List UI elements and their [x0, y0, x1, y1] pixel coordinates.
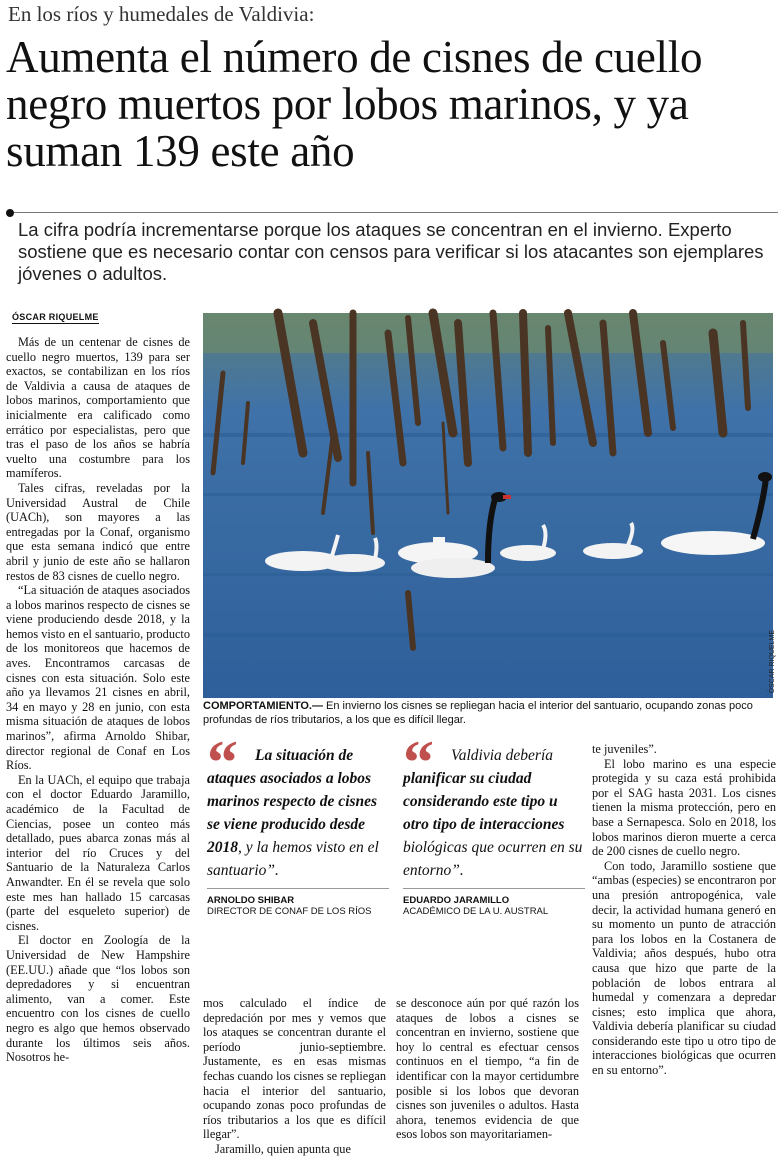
swans-photo: [203, 313, 773, 698]
paragraph: te juveniles”.: [592, 742, 657, 756]
quote-bold: planificar su ciudad considerando este tipo u otro tipo de interacciones: [403, 770, 565, 833]
quote-author: ARNOLDO SHIBAR: [207, 895, 295, 906]
quote-lead: Valdivia debería: [451, 747, 554, 764]
quote-role: ACADÉMICO DE LA U. AUSTRAL: [403, 906, 549, 917]
body-column-5: [592, 742, 776, 1132]
byline: ÓSCAR RIQUELME: [12, 312, 99, 322]
paragraph: El lobo marino es una especie protegida y su caza está prohibida por el SAG hasta 2031. Los cisnes tienen la misma protección, pero en base a Sernapesca. Solo en 2018, los lobos marinos dieron muerte a cerca de 200 cisnes de cuello negro.: [592, 756, 776, 859]
paragraph: Más de un centenar de cisnes de cuello negro muertos, 139 para ser exactos, se contabilizan en los ríos de Valdivia a causa de ataques de lobos marinos, comportamiento que inicialmente era calificado como errático por especialistas, pero que tras el paso de los años se habría vuelto una costumbre para los mamíferos.: [6, 335, 190, 481]
paragraph: El doctor en Zoología de la Universidad de New Hampshire (EE.UU.) añade que “los lobos son depredadores y si encuentran alimento, van a comer. Este encuentro con los cisnes de cuello negro es algo que hemos observado durante los últimos seis años. Nosotros he-: [6, 933, 190, 1065]
photo-caption: [203, 700, 776, 727]
quote-rest: , y la hemos visto en el santuario”.: [207, 839, 379, 879]
paragraph: Tales cifras, reveladas por la Universidad Austral de Chile (UACh), son mayores a las entregadas por la Conaf, organismo que esta semana indicó que entre abril y junio de este año se hallaron restos de 83 cisnes de cuello negro.: [6, 480, 190, 583]
quote-role: DIRECTOR DE CONAF DE LOS RÍOS: [207, 906, 372, 917]
body-column-3: [203, 996, 386, 1156]
divider: [14, 212, 778, 213]
caption-text: En invierno los cisnes se repliegan hacia el interior del santuario, ocupando zonas poco profundas de ríos tributarios, a los que es difícil llegar.: [203, 700, 753, 726]
paragraph: “La situación de ataques asociados a lobos marinos respecto de cisnes se viene produciendo desde 2018, y la hemos visto en el santuario, producto de los monitoreos que hacemos de aves. Encontramos carcasas de cisnes con esta situación. Solo este año ya llevamos 21 cisnes en abril, 34 en mayo y 28 en junio, con esta misma situación de ataques de lobos marinos”, afirma Arnoldo Shibar, director regional de Conaf en Los Ríos.: [6, 583, 190, 773]
headline: Aumenta el número de cisnes de cuello negro muertos por lobos marinos, y ya suman 139 este año: [6, 32, 703, 176]
pull-quote-1: [207, 729, 389, 917]
photo-credit: ÓSCAR RIQUELME: [769, 630, 776, 694]
photo-illustration: [203, 313, 773, 698]
subhead: La cifra podría incrementarse porque los ataques se concentran en el invierno. Experto sostiene que es necesario contar con censos para verificar si los atacantes son ejemplares jóvenes o adultos.: [18, 219, 764, 284]
paragraph: Jaramillo, quien apunta que: [215, 1141, 351, 1156]
quote-author: EDUARDO JARAMILLO: [403, 895, 510, 906]
body-column-1: [6, 335, 190, 1130]
paragraph: mos calculado el índice de depredación por mes y vemos que los ataques se concentran durante el período junio-septiembre. Justamente, es en esas mismas fechas cuando los cisnes se repliegan hacia el interior del santuario, ocupando zonas poco profundas de ríos tributarios a los que es difícil llegar”.: [203, 996, 386, 1142]
paragraph: En la UACh, el equipo que trabaja con el doctor Eduardo Jaramillo, académico de la Facultad de Ciencias, posee un conteo más detallado, pues abarca zonas más al interior del río Cruces y del Santuario de la Naturaleza Carlos Anwandter. En él se revela que solo este mes han hallado 15 carcasas (parte del esqueleto superior) de cisnes.: [6, 772, 190, 933]
bullet-dot: [6, 209, 14, 217]
quote-bold: La situación de ataques asociados a lobos marinos respecto de cisnes se viene producido desde 2018: [207, 747, 378, 856]
kicker: En los ríos y humedales de Valdivia:: [8, 2, 315, 26]
paragraph: Con todo, Jaramillo sostiene que “ambas (especies) se encontraron por una presión antropogénica, vale decir, la actividad humana generó en su momento un punto de atracción para los lobos en la Costanera de Valdivia; años después, hubo otra causa que hizo que parte de la población de lobos entrara al humedal y comenzara a depredar cisnes; esto implica que ahora, Valdivia debería planificar su ciudad considerando este tipo u otro tipo de interacciones biológicas que ocurren en su entorno”.: [592, 858, 776, 1078]
quote-rest: biológicas que ocurren en su entorno”.: [403, 839, 583, 879]
pull-quote-2: [403, 729, 585, 917]
caption-label: COMPORTAMIENTO.—: [203, 700, 323, 712]
quote-divider: [403, 888, 585, 889]
quote-divider: [207, 888, 389, 889]
quote-mark-icon: “: [403, 729, 434, 797]
body-column-4: [396, 996, 579, 1142]
paragraph: se desconoce aún por qué razón los ataques de lobos a cisnes se concentran en invierno, sostiene que hoy lo central es efectuar censos continuos en el tiempo, “a fin de identificar con la mayor certidumbre posible si los lobos que devoran cisnes son juveniles o adultos. Hasta ahora, tenemos evidencia de que esos lobos son mayoritariamen-: [396, 996, 579, 1142]
quote-mark-icon: “: [207, 729, 238, 797]
